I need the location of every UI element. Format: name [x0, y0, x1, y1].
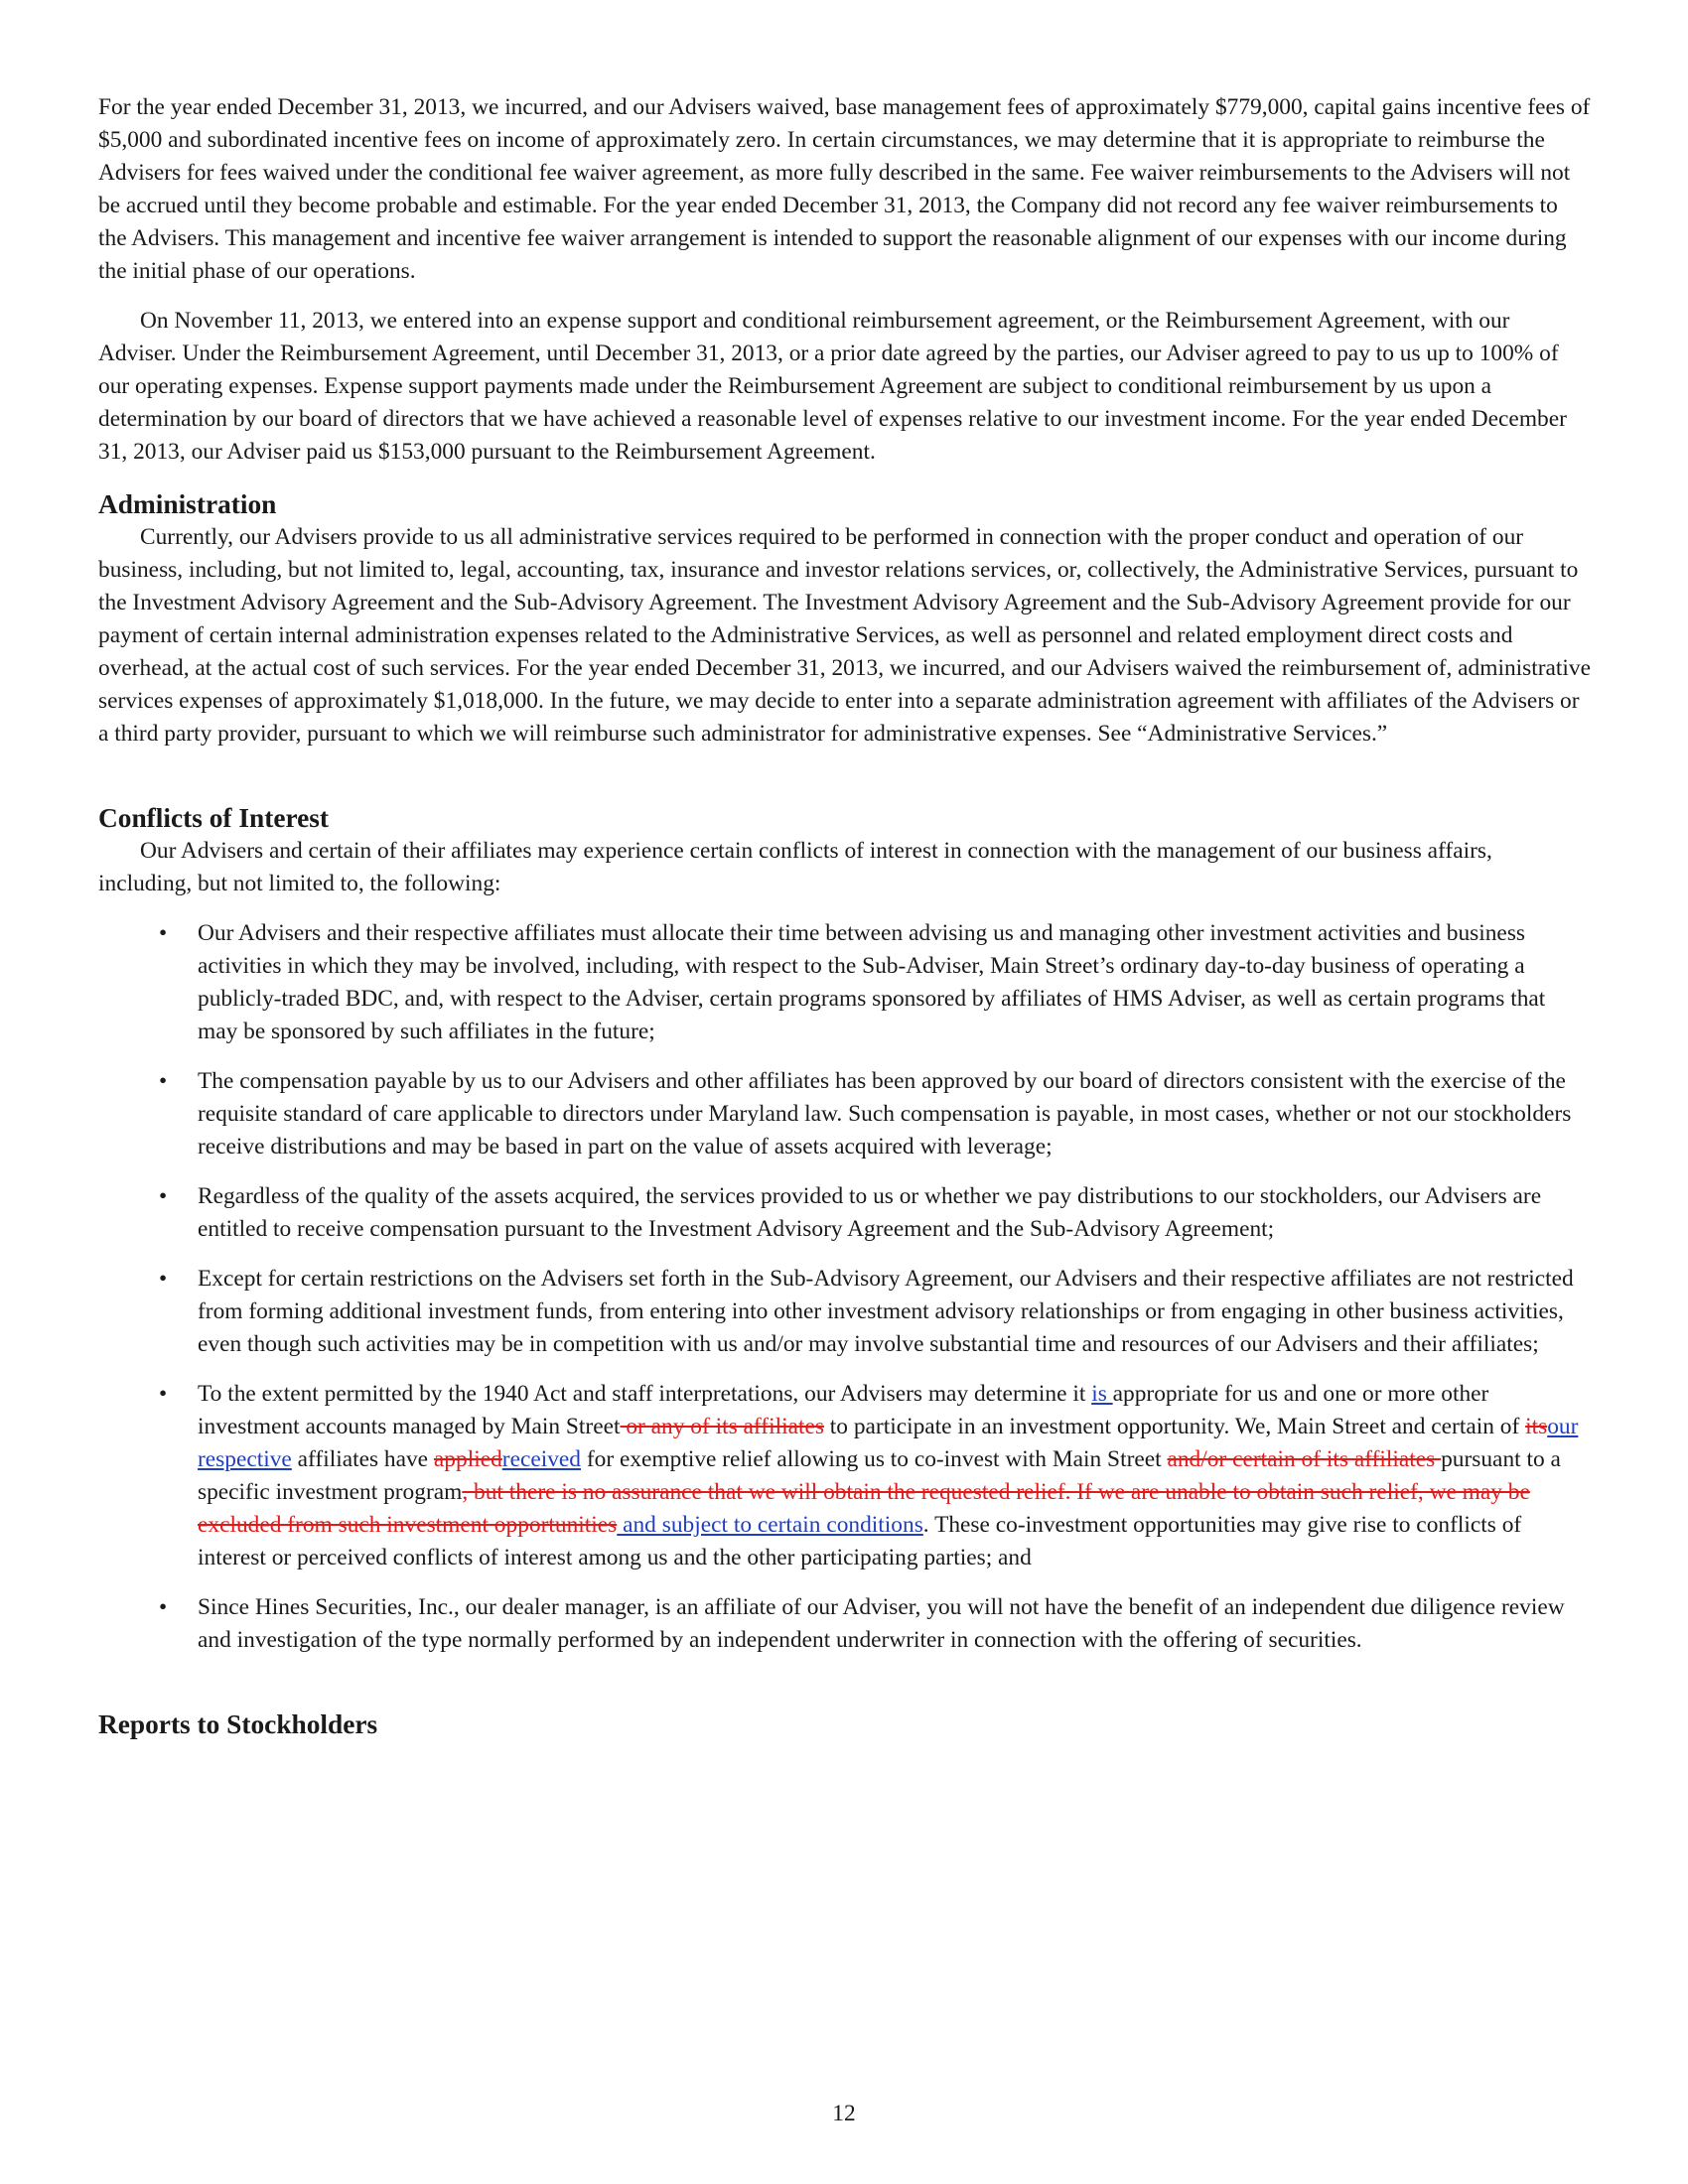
bullet-marker: • [159, 1266, 168, 1292]
list-item [98, 1180, 1591, 1246]
bullet-text: Regardless of the quality of the assets acquired, the services provided to us or whether we pay distributions to our stockholders, our Advisers are entitled to receive compensation pursuant to the Investment Advisory Agreement and the Sub-Advisory Agreement; [198, 1183, 1542, 1242]
bullet-marker: • [159, 1381, 168, 1407]
bullet-text: The compensation payable by us to our Advisers and other affiliates has been approved by our board of directors consistent with the exercise of the requisite standard of care applicable to directors under Maryland law. Such compensation is payable, in most cases, whether or not our stockholders receive distributions and may be based in part on the value of assets acquired with leverage; [198, 1068, 1572, 1160]
deleted-text: applied [433, 1446, 502, 1472]
list-item [98, 1591, 1591, 1657]
page-number: 12 [832, 2101, 856, 2126]
text-run: . These co-investment opportunities may give rise to conflicts of interest or perceived conflicts of interest among us and the other participating parties; and [198, 1512, 1522, 1570]
bullet-text: Except for certain restrictions on the Advisers set forth in the Sub-Advisory Agreement, our Advisers and their respective affiliates are not restricted from forming additional investment funds, from entering into other investment advisory relationships or from engaging in other business activities, even though such activities may be in competition with us and/or may involve substantial time and resources of our Advisers and their affiliates; [198, 1266, 1574, 1357]
text-run: To the extent permitted by the 1940 Act and staff interpretations, our Advisers may determine it [198, 1381, 1092, 1407]
bullet-marker: • [159, 1183, 168, 1209]
bullet-marker: • [159, 1068, 168, 1094]
paragraph-administration: Currently, our Advisers provide to us all administrative services required to be performed in connection with the proper conduct and operation of our business, including, but not limited to, legal, accounting, tax, insurance and investor relations services, or, collectively, the Administrative Services, pursuant to the Investment Advisory Agreement and the Sub-Advisory Agreement. The Investment Advisory Agreement and the Sub-Advisory Agreement provide for our payment of certain internal administration expenses related to the Administrative Services, as well as personnel and related employment direct costs and overhead, at the actual cost of such services. For the year ended December 31, 2013, we incurred, and our Advisers waived the reimbursement of, administrative services expenses of approximately $1,018,000. In the future, we may decide to enter into a separate administration agreement with affiliates of the Advisers or a third party provider, pursuant to which we will reimburse such administrator for administrative expenses. See “Administrative Services.” [98, 524, 1591, 747]
deleted-text: , but there is no assurance that we will obtain the requested relief. If we are unable to obtain such relief, we may be excluded from such investment opportunities [198, 1479, 1530, 1538]
inserted-text: and subject to certain conditions [617, 1512, 923, 1538]
paragraph-reimbursement-agreement: On November 11, 2013, we entered into an expense support and conditional reimbursement agreement, or the Reimbursement Agreement, with our Adviser. Under the Reimbursement Agreement, until December 31, 2013, or a prior date agreed by the parties, our Adviser agreed to pay to us up to 100% of our operating expenses. Expense support payments made under the Reimbursement Agreement are subject to conditional reimbursement by us upon a determination by our board of directors that we have achieved a reasonable level of expenses relative to our investment income. For the year ended December 31, 2013, our Adviser paid us $153,000 pursuant to the Reimbursement Agreement. [98, 308, 1567, 465]
bullet-marker: • [159, 920, 168, 946]
list-item-tracked-changes [98, 1378, 1591, 1574]
paragraph-conflicts-intro: Our Advisers and certain of their affiliates may experience certain conflicts of interest in connection with the management of our business affairs, including, but not limited to, the following: [98, 838, 1492, 896]
text-run: pursuant to a specific investment program [198, 1446, 1561, 1505]
conflicts-bullet-list [98, 917, 1591, 1657]
deleted-text: or any of its affiliates [620, 1414, 824, 1439]
text-run: to participate in an investment opportunity. We, Main Street and certain of [823, 1414, 1526, 1439]
section-heading-reports-to-stockholders: Reports to Stockholders [98, 1709, 378, 1739]
bullet-text: Our Advisers and their respective affiliates must allocate their time between advising us and managing other investment activities and business activities in which they may be involved, including, with respect to the Sub-Adviser, Main Street’s ordinary day-to-day business of operating a publicly-traded BDC, and, with respect to the Adviser, certain programs sponsored by affiliates of HMS Adviser, as well as certain programs that may be sponsored by such affiliates in the future; [198, 920, 1546, 1044]
bullet-marker: • [159, 1594, 168, 1620]
inserted-text: our respective [198, 1414, 1579, 1472]
bullet-text [198, 1381, 1578, 1570]
list-item [98, 1263, 1591, 1361]
section-heading-conflicts-of-interest: Conflicts of Interest [98, 803, 330, 833]
deleted-text: and/or certain of its affiliates [1167, 1446, 1442, 1472]
bullet-text: Since Hines Securities, Inc., our dealer manager, is an affiliate of our Adviser, you will not have the benefit of an independent due diligence review and investigation of the type normally performed by an independent underwriter in connection with the offering of securities. [198, 1594, 1565, 1653]
paragraph-fee-waiver: For the year ended December 31, 2013, we incurred, and our Advisers waived, base management fees of approximately $779,000, capital gains incentive fees of $5,000 and subordinated incentive fees on income of approximately zero. In certain circumstances, we may determine that it is appropriate to reimburse the Advisers for fees waived under the conditional fee waiver agreement, as more fully described in the same. Fee waiver reimbursements to the Advisers will not be accrued until they become probable and estimable. For the year ended December 31, 2013, the Company did not record any fee waiver reimbursements to the Advisers. This management and incentive fee waiver arrangement is intended to support the reasonable alignment of our expenses with our income during the initial phase of our operations. [98, 94, 1591, 284]
text-run: affiliates have [291, 1446, 434, 1472]
list-item [98, 1065, 1591, 1163]
inserted-text: received [501, 1446, 581, 1472]
list-item [98, 917, 1591, 1048]
section-heading-administration: Administration [98, 489, 277, 519]
inserted-text: is [1091, 1381, 1113, 1407]
text-run: appropriate for us and one or more other investment accounts managed by Main Street [198, 1381, 1489, 1439]
text-run: for exemptive relief allowing us to co-invest with Main Street [581, 1446, 1168, 1472]
deleted-text: its [1525, 1414, 1548, 1439]
